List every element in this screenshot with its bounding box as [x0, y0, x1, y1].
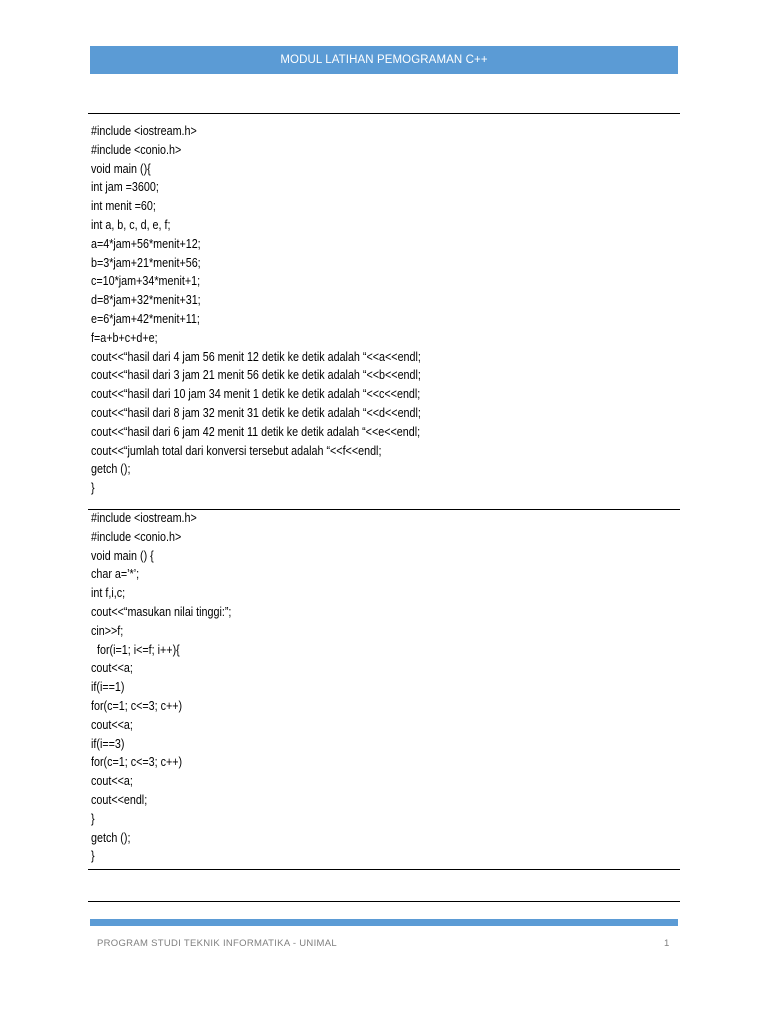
code-line: cout<<a; [91, 661, 133, 676]
code-line: } [91, 481, 95, 496]
code-line: cout<<endl; [91, 792, 148, 807]
code-line: void main (){ [91, 161, 151, 176]
code-line: d=8*jam+32*menit+31; [91, 293, 201, 308]
table-top-rule [88, 113, 680, 114]
code-line: cout<<“hasil dari 10 jam 34 menit 1 detik ke detik adalah “<<c<<endl; [91, 387, 421, 402]
page-number: 1 [664, 938, 670, 949]
code-line: } [91, 811, 95, 826]
code-line: int a, b, c, d, e, f; [91, 217, 171, 232]
footer-accent-bar [90, 919, 678, 926]
code-line: getch (); [91, 830, 131, 845]
table-end-rule [88, 901, 680, 902]
code-line: e=6*jam+42*menit+11; [91, 311, 200, 326]
code-line: cout<<“hasil dari 8 jam 32 menit 31 detik ke detik adalah “<<d<<endl; [91, 405, 421, 420]
page-header-title: MODUL LATIHAN PEMOGRAMAN C++ [90, 46, 678, 74]
code-line: #include <iostream.h> [91, 124, 197, 138]
code-line: #include <conio.h> [91, 529, 182, 544]
code-line: cout<<“hasil dari 4 jam 56 menit 12 detik ke detik adalah “<<a<<endl; [91, 349, 421, 364]
code-line: cin>>f; [91, 623, 124, 638]
code-line: int menit =60; [91, 199, 156, 214]
code-line: for(c=1; c<=3; c++) [91, 698, 183, 713]
code-line: char a=’*’; [91, 567, 140, 582]
code-line: cout<<“hasil dari 3 jam 21 menit 56 detik ke detik adalah “<<b<<endl; [91, 368, 421, 383]
code-line: void main () { [91, 548, 154, 563]
code-line: for(i=1; i<=f; i++){ [91, 642, 180, 657]
code-line: f=a+b+c+d+e; [91, 330, 158, 345]
code-line: cout<<“masukan nilai tinggi:”; [91, 604, 232, 619]
code-line: int jam =3600; [91, 180, 159, 195]
code-line: cout<<“hasil dari 6 jam 42 menit 11 detik ke detik adalah “<<e<<endl; [91, 424, 421, 439]
code-line: cout<<“jumlah total dari konversi tersebut adalah “<<f<<endl; [91, 443, 382, 458]
footer-department-text: PROGRAM STUDI TEKNIK INFORMATIKA - UNIMAL [97, 938, 337, 949]
code-line: getch (); [91, 462, 131, 477]
code-line: c=10*jam+34*menit+1; [91, 274, 201, 289]
code-line: } [91, 849, 95, 864]
code-line: for(c=1; c<=3; c++) [91, 755, 183, 770]
code-line: cout<<a; [91, 774, 133, 789]
code-block-program-2 [91, 509, 231, 866]
code-line: b=3*jam+21*menit+56; [91, 255, 201, 270]
code-line: cout<<a; [91, 717, 133, 732]
table-bottom-rule [88, 869, 680, 870]
code-line: #include <conio.h> [91, 142, 182, 157]
code-line: #include <iostream.h> [91, 511, 197, 525]
code-line: if(i==1) [91, 680, 125, 695]
code-line: int f,i,c; [91, 586, 126, 601]
code-line: a=4*jam+56*menit+12; [91, 236, 201, 251]
code-line: if(i==3) [91, 736, 125, 751]
code-block-program-1 [91, 122, 421, 498]
